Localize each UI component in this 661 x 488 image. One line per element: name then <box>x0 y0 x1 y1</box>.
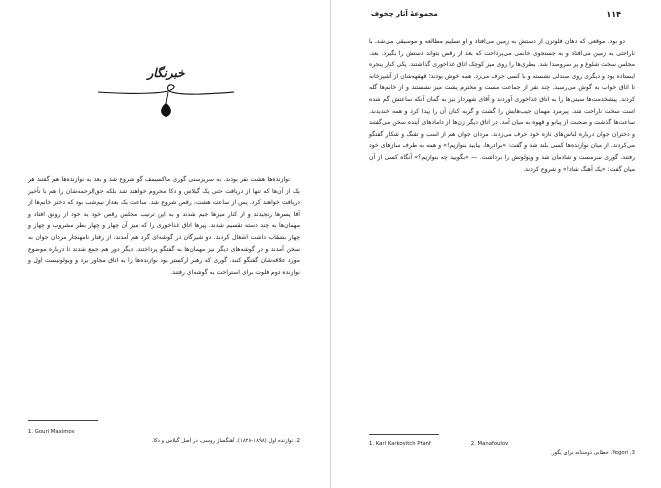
running-head: مجموعهٔ آثار چخوف <box>371 10 438 18</box>
footnote-row <box>369 440 635 449</box>
right-page <box>331 0 661 488</box>
right-body-text <box>369 36 635 432</box>
footnote-1: 1. Gouri Maximov <box>28 429 75 435</box>
footnote-1: 1. Karl Karkovitch Pfanf <box>369 441 431 447</box>
footnote-3: 3. Yegori، خطابی دوستانه برای یگور. <box>550 450 635 456</box>
chapter-title: خبرنگار <box>147 66 185 80</box>
page-header <box>371 10 621 24</box>
footnote-separator <box>369 434 439 435</box>
paragraph: دو بود. موقعی که دهان فلوتزن از دستش به زمین می‌افتاد و او تسلیم مطالعه و موسیقی می‌شد، با ناراحتی به زمین می‌افتاد و به جستجوی خانمی می‌پرداخت که بعد از رقص بتواند دستش را بگیرد. بعد، مجلس سخت شلوغ و پر سروصدا شد. بطری‌ها را روی میز کوچک اتاق غذاخوری گذاشتند. یکی کنار پنجره ایستاده بود و دیگری روی صندلی نشسته و با کسی حرف می‌زد. همه خوش بودند؛ قهقهه‌شان از آشپزخانه تا اتاق خواب به گوش می‌رسید. چند نفر از جماعت مست و محترم پشت میز نشستند و از خانم‌ها گله کردند. پیشخدمت‌ها سینی‌ها را به اتاق غذاخوری آوردند و آقای شهردار نیز به گمان آنکه ساعتش گم شده است سخت ناراحت شد. پیرمرد مهمان جیب‌هایش را گشت و گریه کنان آن را پیدا کرد و همه خندیدند. ساعت‌ها گذشت و صحبت از پیانو و قهوه به میان آمد. در اتاق دیگر زن‌ها از دامادهای آینده سخن می‌گفتند و دختران جوان درباره لباس‌های تازه خود حرف می‌زدند. مردان جوان هم از اسب و تفنگ و شکار گفتگو می‌کردند. از میان نوازنده‌ها کسی بلند شد و گفت: «برادرها، بیایید بنوازیم!» و همه به طرف سازهای خود رفتند. گوری سرمست و شادمان شد و ویولونش را برداشت. — «بگویید چه بنوازیم؟» آنگاه کسی از آن میان گفت: «یک آهنگ شاد!» و شروع کردند. <box>369 38 635 173</box>
chapter-title-block <box>96 66 236 120</box>
left-page <box>0 0 330 488</box>
paragraph: نوازنده‌ها هشت نفر بودند. به سرپرستی گوری ماکسیمف گو شروع شد و بعد به نوازنده‌ها هم گفتند هر یک از آن‌ها که تنها از دریافت حتی یک گیلاس و دکا محروم خواهند شد بلکه حق‌الزحمه‌شان را هم با تأخیر دریافت خواهند کرد. پس از ساعت هشت، رقص شروع شد. ساعت یک بعداز نیم‌شب بود که دختر خانم‌ها از آقا پسرها رنجیدند و از کنار میزها جیم شدند و به این ترتیب مجلس رقص خود به خود از رونق افتاد و مهمان‌ها به چند دسته تقسیم شدند. پیرها اتاق غذاخوری را که میز آن چهار و چهار بطر مشروب و چهار و چهار بشقاب داشت اشغال کردند. دو شیرگان در گوشه‌ای گرد هم آمدند، از رفتار نامهنجار مردان جوان به سخن آمدند و در گوشه‌های دیگر نیز مهمان‌ها به گفتگو پرداختند. دیگر دور هم جمع شدند تا درباره موضوع مورد علاقه‌شان گفتگو کنند. گوری که رهبر ارکستر بود نوازنده‌ها را به اتاق مجاور برد و ویولونیست اول و نوازنده دوم فلوت برای استراحت به گوشه‌ای رفتند. <box>28 176 300 276</box>
footnote-separator <box>28 420 98 421</box>
page-number: ۱۱۴ <box>606 10 621 19</box>
right-footnotes <box>369 440 635 472</box>
left-footnotes <box>28 428 300 466</box>
footnote-2: 2. نوازنده اول (۱۸۹۸-۱۸۲۸)، آهنگساز روسی، در اصل گیلاس و دکا. <box>151 438 300 444</box>
flourish-ornament-icon <box>96 72 236 120</box>
footnote-2: 2. Manafoulov <box>470 441 509 447</box>
left-body-text <box>28 174 300 404</box>
